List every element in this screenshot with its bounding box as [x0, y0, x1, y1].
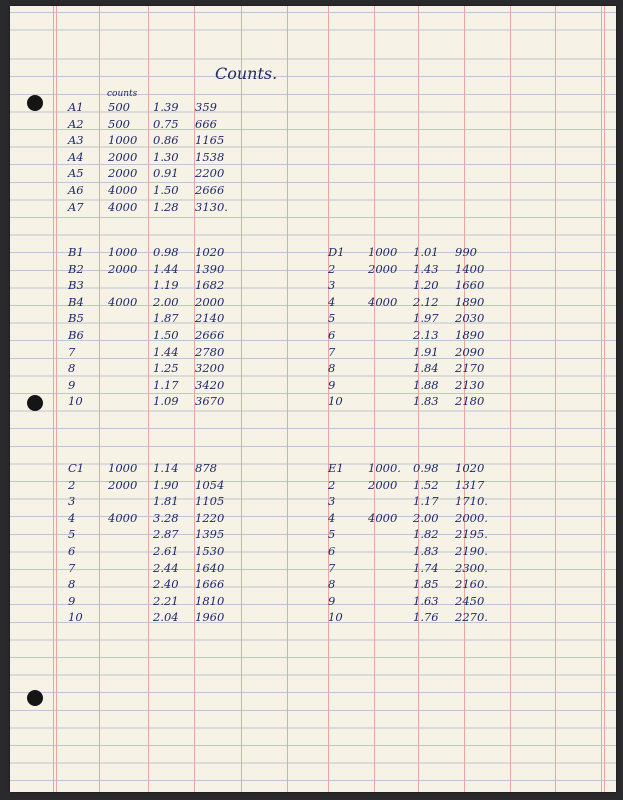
cell-counts: 1000 [108, 461, 138, 475]
cell-ratio: 1.50 [153, 183, 179, 197]
cell-label: E1 [328, 461, 344, 475]
cell-ratio: 1.28 [153, 199, 179, 214]
cell-ratio: 1.30 [153, 149, 179, 164]
cell-ratio: 2.87 [153, 527, 179, 542]
cell-label: 4 [68, 510, 76, 525]
cell-ratio: 1.97 [413, 311, 439, 326]
cell-value: 3670 [195, 394, 225, 409]
notebook-page [10, 6, 616, 792]
cell-label: 4 [328, 510, 336, 525]
cell-value: 2000. [455, 510, 488, 525]
cell-value: 1960 [195, 610, 225, 625]
cell-value: 2780 [195, 344, 225, 359]
cell-ratio: 1.43 [413, 261, 439, 276]
cell-value: 1660 [455, 278, 485, 293]
cell-label: 9 [328, 377, 336, 392]
cell-label: 9 [68, 377, 76, 392]
cell-label: 10 [328, 394, 343, 409]
cell-counts: 1000 [368, 245, 398, 259]
cell-label: 10 [68, 394, 83, 409]
column-line [287, 6, 288, 792]
cell-ratio: 1.14 [153, 461, 179, 475]
cell-label: 5 [328, 311, 336, 326]
cell-counts: 1000. [368, 461, 401, 475]
cell-ratio: 1.19 [153, 278, 179, 293]
cell-counts: 4000 [368, 510, 398, 525]
cell-label: A2 [68, 116, 84, 131]
cell-value: 1020 [195, 245, 225, 259]
cell-ratio: 1.63 [413, 593, 439, 608]
cell-ratio: 3.28 [153, 510, 179, 525]
cell-label: A3 [68, 133, 84, 148]
cell-label: 2 [328, 477, 336, 492]
column-line [99, 6, 100, 792]
cell-counts: 2000 [108, 477, 138, 492]
cell-label: 6 [328, 328, 336, 342]
cell-counts: 2000 [368, 261, 398, 276]
cell-value: 2090 [455, 344, 485, 359]
cell-label: 4 [328, 294, 336, 309]
cell-ratio: 1.88 [413, 377, 439, 392]
cell-ratio: 1.83 [413, 544, 439, 558]
cell-value: 2190. [455, 544, 488, 558]
cell-counts: 4000 [108, 294, 138, 309]
cell-ratio: 1.39 [153, 100, 179, 114]
cell-label: 3 [68, 494, 76, 509]
column-line [374, 6, 375, 792]
cell-ratio: 1.44 [153, 344, 179, 359]
cell-value: 2000 [195, 294, 225, 309]
cell-label: 7 [328, 560, 336, 575]
cell-counts: 2000 [108, 166, 138, 181]
cell-ratio: 2.04 [153, 610, 179, 625]
cell-counts: 500 [108, 100, 130, 114]
cell-label: D1 [328, 245, 345, 259]
cell-counts: 2000 [368, 477, 398, 492]
cell-value: 2200 [195, 166, 225, 181]
cell-value: 3420 [195, 377, 225, 392]
cell-ratio: 2.00 [153, 294, 179, 309]
cell-ratio: 1.17 [153, 377, 179, 392]
cell-value: 2170 [455, 361, 485, 376]
cell-value: 1710. [455, 494, 488, 509]
cell-value: 1165 [195, 133, 225, 148]
cell-value: 1400 [455, 261, 485, 276]
cell-counts: 500 [108, 116, 130, 131]
cell-value: 2140 [195, 311, 225, 326]
cell-label: B6 [68, 328, 84, 342]
cell-ratio: 2.61 [153, 544, 179, 558]
cell-value: 2666 [195, 328, 225, 342]
cell-counts: 4000 [108, 183, 138, 197]
cell-label: A5 [68, 166, 84, 181]
cell-value: 1890 [455, 294, 485, 309]
cell-counts: 4000 [108, 199, 138, 214]
binder-hole [27, 690, 43, 706]
cell-value: 1640 [195, 560, 225, 575]
cell-ratio: 1.90 [153, 477, 179, 492]
cell-label: 10 [68, 610, 83, 625]
cell-ratio: 1.85 [413, 577, 439, 592]
cell-value: 2030 [455, 311, 485, 326]
cell-label: C1 [68, 461, 85, 475]
cell-ratio: 0.98 [153, 245, 179, 259]
cell-label: 8 [328, 361, 336, 376]
cell-label: 6 [68, 544, 76, 558]
cell-value: 990 [455, 245, 477, 259]
cell-label: A1 [68, 100, 84, 114]
column-line [555, 6, 556, 792]
cell-ratio: 1.52 [413, 477, 439, 492]
cell-label: 2 [328, 261, 336, 276]
cell-value: 2160. [455, 577, 488, 592]
cell-counts: 4000 [108, 510, 138, 525]
cell-value: 3200 [195, 361, 225, 376]
cell-label: 8 [68, 361, 76, 376]
cell-ratio: 2.21 [153, 593, 179, 608]
cell-label: 8 [68, 577, 76, 592]
cell-value: 1105 [195, 494, 225, 509]
cell-label: B5 [68, 311, 84, 326]
cell-counts: 2000 [108, 261, 138, 276]
cell-counts: 1000 [108, 245, 138, 259]
cell-value: 2300. [455, 560, 488, 575]
cell-value: 1538 [195, 149, 225, 164]
cell-label: B1 [68, 245, 84, 259]
cell-value: 1317 [455, 477, 485, 492]
cell-ratio: 1.81 [153, 494, 179, 509]
cell-value: 3130. [195, 199, 228, 214]
cell-label: 3 [328, 494, 336, 509]
cell-value: 1395 [195, 527, 225, 542]
margin-line [601, 6, 602, 792]
cell-ratio: 1.84 [413, 361, 439, 376]
cell-counts: 1000 [108, 133, 138, 148]
cell-ratio: 2.13 [413, 328, 439, 342]
cell-value: 2130 [455, 377, 485, 392]
cell-ratio: 1.82 [413, 527, 439, 542]
cell-label: 3 [328, 278, 336, 293]
cell-label: 7 [68, 560, 76, 575]
cell-value: 1666 [195, 577, 225, 592]
cell-ratio: 1.25 [153, 361, 179, 376]
cell-value: 2180 [455, 394, 485, 409]
cell-label: A6 [68, 183, 84, 197]
cell-label: 10 [328, 610, 343, 625]
cell-label: 6 [328, 544, 336, 558]
cell-label: B4 [68, 294, 84, 309]
cell-ratio: 1.44 [153, 261, 179, 276]
cell-value: 2270. [455, 610, 488, 625]
counts-column-note: counts [107, 89, 138, 99]
cell-value: 1390 [195, 261, 225, 276]
cell-value: 2666 [195, 183, 225, 197]
cell-ratio: 1.83 [413, 394, 439, 409]
cell-value: 1220 [195, 510, 225, 525]
cell-ratio: 1.76 [413, 610, 439, 625]
cell-value: 666 [195, 116, 217, 131]
cell-value: 1054 [195, 477, 225, 492]
cell-label: 8 [328, 577, 336, 592]
cell-value: 878 [195, 461, 217, 475]
cell-ratio: 1.87 [153, 311, 179, 326]
column-line [241, 6, 242, 792]
cell-value: 1020 [455, 461, 485, 475]
cell-ratio: 2.44 [153, 560, 179, 575]
column-line [148, 6, 149, 792]
cell-ratio: 0.86 [153, 133, 179, 148]
cell-value: 1890 [455, 328, 485, 342]
cell-ratio: 1.50 [153, 328, 179, 342]
cell-ratio: 0.98 [413, 461, 439, 475]
cell-ratio: 1.91 [413, 344, 439, 359]
cell-label: B2 [68, 261, 84, 276]
cell-value: 359 [195, 100, 217, 114]
cell-value: 2195. [455, 527, 488, 542]
margin-line [53, 6, 54, 792]
cell-ratio: 1.09 [153, 394, 179, 409]
cell-label: A7 [68, 199, 84, 214]
cell-label: 7 [68, 344, 76, 359]
cell-ratio: 2.40 [153, 577, 179, 592]
cell-label: 2 [68, 477, 76, 492]
cell-ratio: 0.91 [153, 166, 179, 181]
page-title: Counts. [215, 64, 278, 83]
cell-label: 9 [68, 593, 76, 608]
binder-hole [27, 95, 43, 111]
cell-label: 5 [68, 527, 76, 542]
cell-ratio: 2.12 [413, 294, 439, 309]
cell-label: A4 [68, 149, 84, 164]
cell-value: 2450 [455, 593, 485, 608]
cell-value: 1530 [195, 544, 225, 558]
cell-counts: 4000 [368, 294, 398, 309]
cell-label: B3 [68, 278, 84, 293]
binder-hole [27, 395, 43, 411]
cell-label: 5 [328, 527, 336, 542]
cell-ratio: 1.01 [413, 245, 439, 259]
cell-ratio: 1.20 [413, 278, 439, 293]
cell-ratio: 1.17 [413, 494, 439, 509]
cell-counts: 2000 [108, 149, 138, 164]
cell-ratio: 1.74 [413, 560, 439, 575]
cell-value: 1810 [195, 593, 225, 608]
cell-label: 9 [328, 593, 336, 608]
cell-value: 1682 [195, 278, 225, 293]
cell-ratio: 2.00 [413, 510, 439, 525]
cell-ratio: 0.75 [153, 116, 179, 131]
cell-label: 7 [328, 344, 336, 359]
column-line [510, 6, 511, 792]
